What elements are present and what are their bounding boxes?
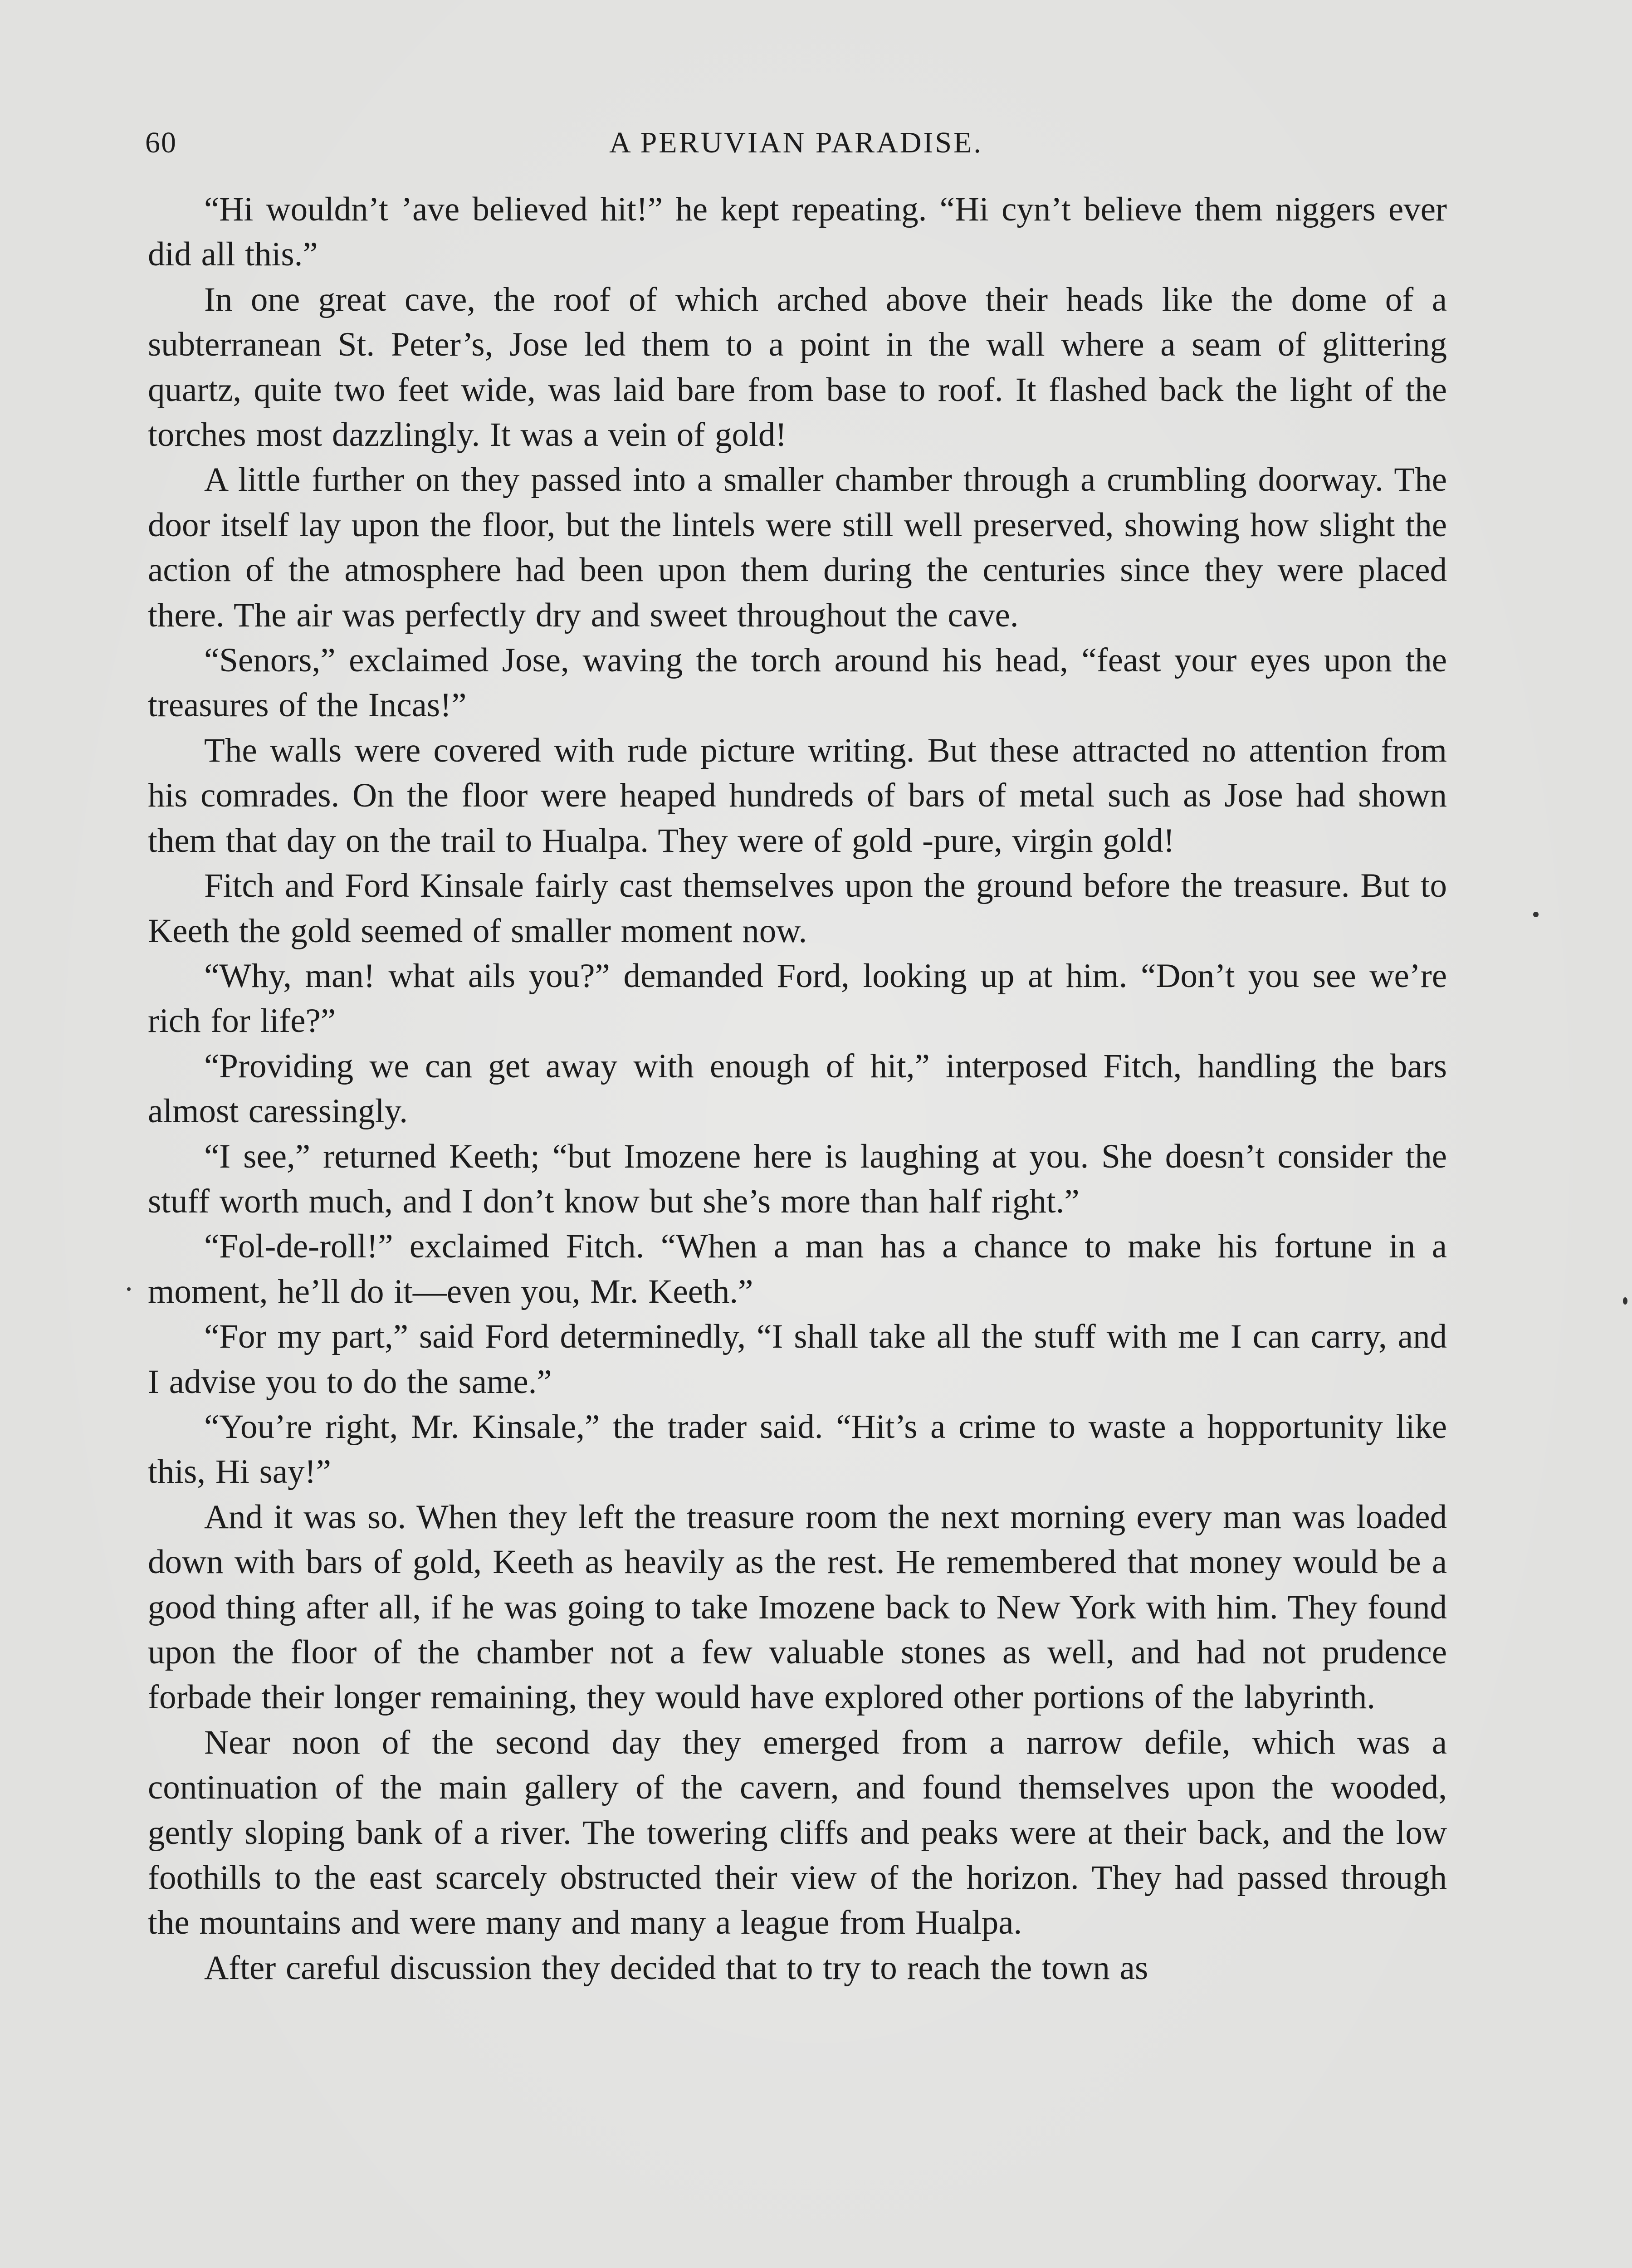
paragraph: And it was so. When they left the treasure room the next morning every man was loaded down with bars of gold, Keeth as heavily as the rest. He remembered that money would be a good thing after all, if he was going to take Imozene back to New York with him. They found upon the floor of the chamber not a few valuable stones as well, and had not prudence forbade their longer remaining, they would have explored other portions of the labyrinth. — [148, 1498, 1447, 1716]
paragraph: Near noon of the second day they emerged from a narrow defile, which was a continuation of the main gallery of the cavern, and found themselves upon the wooded, gently sloping bank of a river. The towering cliffs and peaks were at their back, and the low foothills to the east scarcely obstructed their view of the horizon. They had passed through the mountains and were many and many a league from Hualpa. — [148, 1723, 1447, 1942]
print-speck — [1533, 912, 1539, 917]
body-text — [148, 187, 1447, 1990]
paragraph: “Fol-de-roll!” exclaimed Fitch. “When a man has a chance to make his fortune in a moment, he’ll do it—even you, Mr. Keeth.” — [148, 1227, 1447, 1310]
print-speck — [1623, 1297, 1627, 1305]
paragraph: “Senors,” exclaimed Jose, waving the torch around his head, “feast your eyes upon the treasures of the Incas!” — [148, 641, 1447, 724]
paragraph: “Why, man! what ails you?” demanded Ford, looking up at him. “Don’t you see we’re rich for life?” — [148, 957, 1447, 1040]
page-header — [145, 122, 1447, 163]
paragraph: “You’re right, Mr. Kinsale,” the trader said. “Hit’s a crime to waste a hopportunity like this, Hi say!” — [148, 1408, 1447, 1491]
paragraph: “Hi wouldn’t ’ave believed hit!” he kept repeating. “Hi cyn’t believe them niggers ever did all this.” — [148, 191, 1447, 274]
paragraph: “I see,” returned Keeth; “but Imozene here is laughing at you. She doesn’t consider the stuff worth much, and I don’t know but she’s more than half right.” — [148, 1137, 1447, 1220]
print-speck — [127, 1287, 131, 1291]
paragraph: “Providing we can get away with enough of hit,” interposed Fitch, handling the bars almost caressingly. — [148, 1047, 1447, 1130]
running-head: A PERUVIAN PARADISE. — [609, 126, 983, 159]
paragraph: “For my part,” said Ford determinedly, “I shall take all the stuff with me I can carry, and I advise you to do the same.” — [148, 1318, 1447, 1401]
paragraph: In one great cave, the roof of which arched above their heads like the dome of a subterranean St. Peter’s, Jose led them to a point in the wall where a seam of glittering quartz, quite two feet wide, was laid bare from base to roof. It flashed back the light of the torches most dazzlingly. It was a vein of gold! — [148, 280, 1447, 454]
paragraph: Fitch and Ford Kinsale fairly cast themselves upon the ground before the treasure. But to Keeth the gold seemed of smaller moment now. — [148, 867, 1447, 950]
paragraph: The walls were covered with rude picture writing. But these attracted no attention from his comrades. On the floor were heaped hundreds of bars of metal such as Jose had shown them that day on the trail to Hualpa. They were of gold -pure, virgin gold! — [148, 731, 1447, 860]
paragraph: A little further on they passed into a smaller chamber through a crumbling doorway. The door itself lay upon the floor, but the lintels were still well preserved, showing how slight the action of the atmosphere had been upon them during the centuries since they were placed there. The air was perfectly dry and sweet throughout the cave. — [148, 461, 1447, 634]
paragraph: After careful discussion they decided that to try to reach the town as — [204, 1949, 1148, 1987]
page-number: 60 — [145, 126, 177, 159]
